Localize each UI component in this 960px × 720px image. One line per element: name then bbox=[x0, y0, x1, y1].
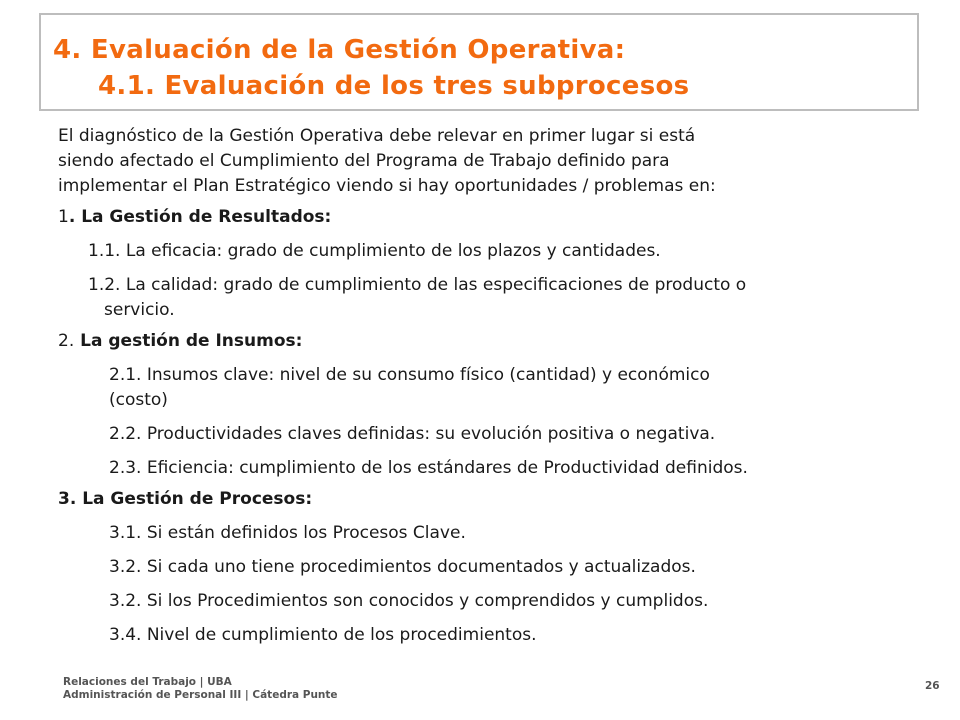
list-item-continuation: servicio. bbox=[104, 300, 175, 320]
section-title: . La Gestión de Resultados: bbox=[68, 207, 332, 227]
list-item-text: 1.2. La calidad: grado de cumplimiento de las especificaciones de producto o bbox=[88, 275, 747, 295]
page-number: 26 bbox=[925, 680, 940, 692]
list-item-continuation: (costo) bbox=[109, 390, 168, 410]
list-item bbox=[109, 623, 928, 648]
slide-content bbox=[58, 124, 928, 648]
section-heading-insumos bbox=[58, 329, 928, 354]
list-item bbox=[109, 589, 928, 614]
list-item bbox=[88, 239, 928, 264]
intro-line: El diagnóstico de la Gestión Operativa debe relevar en primer lugar si está bbox=[58, 126, 696, 146]
list-item bbox=[109, 363, 928, 413]
footer-line: Relaciones del Trabajo | UBA bbox=[63, 676, 232, 688]
list-item-text: 2.2. Productividades claves definidas: su evolución positiva o negativa. bbox=[109, 424, 716, 444]
section-heading-procesos bbox=[58, 487, 928, 512]
intro-line: implementar el Plan Estratégico viendo si hay oportunidades / problemas en: bbox=[58, 176, 716, 196]
list-item bbox=[109, 555, 928, 580]
list-item-text: 3.4. Nivel de cumplimiento de los procedimientos. bbox=[109, 625, 537, 645]
footer bbox=[63, 676, 338, 702]
list-item-text: 2.1. Insumos clave: nivel de su consumo físico (cantidad) y económico bbox=[109, 365, 710, 385]
list-item-text: 3.1. Si están definidos los Procesos Clave. bbox=[109, 523, 466, 543]
list-item-text: 2.3. Eficiencia: cumplimiento de los estándares de Productividad definidos. bbox=[109, 458, 748, 478]
section-title: La gestión de Insumos: bbox=[74, 331, 303, 351]
section-heading-resultados bbox=[58, 205, 928, 230]
slide-subtitle: 4.1. Evaluación de los tres subprocesos bbox=[98, 71, 690, 101]
list-item bbox=[109, 521, 928, 546]
list-item-text: 3.2. Si cada uno tiene procedimientos documentados y actualizados. bbox=[109, 557, 696, 577]
list-item bbox=[109, 422, 928, 447]
footer-line: Administración de Personal III | Cátedra Punte bbox=[63, 689, 338, 701]
list-item-text: 1.1. La eficacia: grado de cumplimiento de los plazos y cantidades. bbox=[88, 241, 661, 261]
section-title: 3. La Gestión de Procesos: bbox=[58, 489, 313, 509]
intro-paragraph bbox=[58, 124, 928, 199]
intro-line: siendo afectado el Cumplimiento del Programa de Trabajo definido para bbox=[58, 151, 670, 171]
list-item bbox=[109, 456, 928, 481]
list-item bbox=[88, 273, 928, 323]
list-item-text: 3.2. Si los Procedimientos son conocidos y comprendidos y cumplidos. bbox=[109, 591, 709, 611]
section-number: 1 bbox=[58, 207, 69, 227]
section-number: 2. bbox=[58, 331, 75, 351]
slide-title: 4. Evaluación de la Gestión Operativa: bbox=[53, 35, 626, 65]
